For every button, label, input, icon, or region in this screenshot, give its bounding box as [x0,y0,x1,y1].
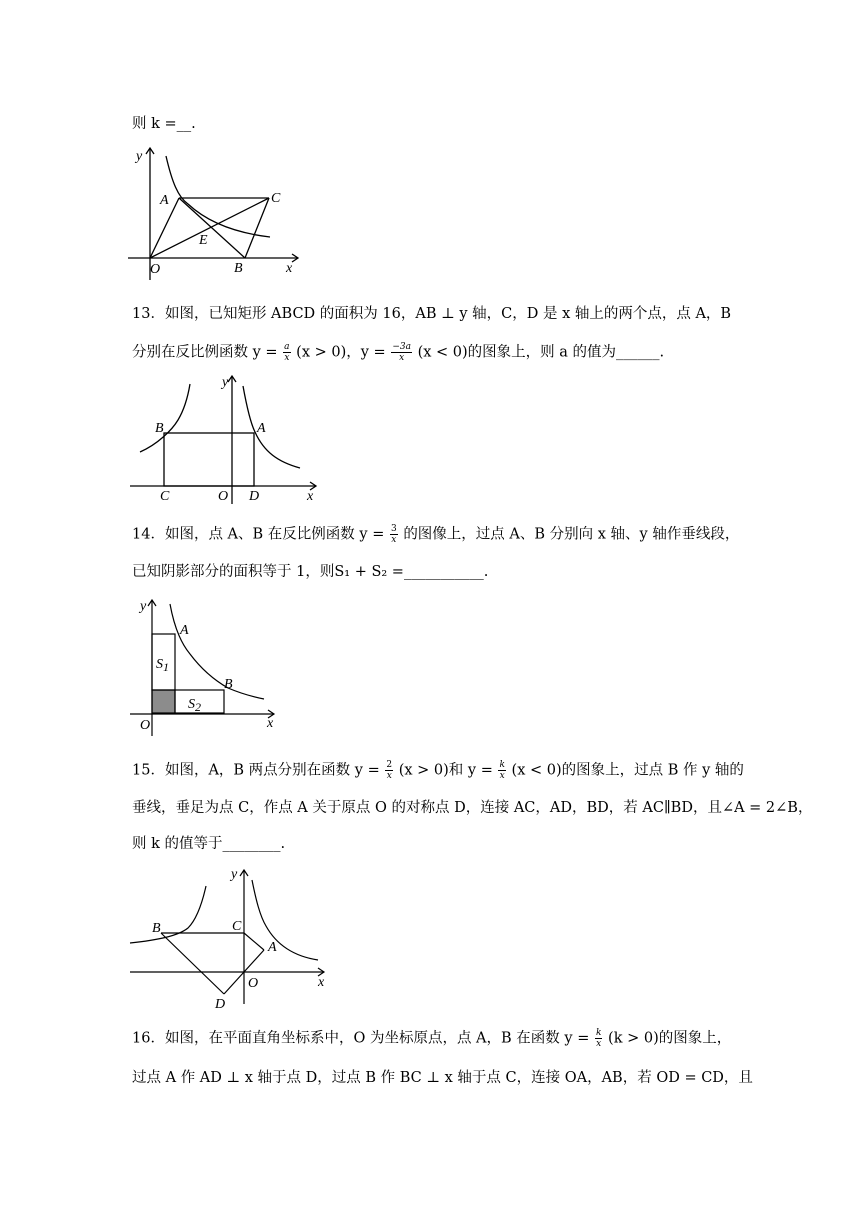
fig14-label-A: A [180,623,189,638]
fig15-label-A: A [268,940,277,955]
fig14-label-B: B [224,677,233,692]
fig15-label-y: y [231,867,238,882]
q15-fraction-1: $\frac{2}{x}$ [386,760,393,781]
fig12-label-E: E [199,233,208,248]
figure-q14 [128,596,288,738]
fig12-label-y: y [136,149,143,164]
q15-line-2: 垂线，垂足为点 C，作点 A 关于原点 O 的对称点 D，连接 AC，AD，BD，若 AC∥BD，且∠A = 2∠B， [132,800,813,816]
fig12-label-x: x [286,261,293,276]
fig13-label-y: y [222,375,229,390]
fig14-shaded-region [152,690,175,713]
fig15-label-D: D [215,997,226,1012]
fig13-label-A: A [257,421,266,436]
q12-answer-line: 则 k =__. [132,116,196,132]
q13-line-1: 13．如图，已知矩形 ABCD 的面积为 16，AB ⊥ y 轴，C，D 是 x 轴上的两个点，点 A，B [132,306,732,322]
fig13-label-x: x [307,489,314,504]
q13-line-2: 分别在反比例函数 y = $\frac{a}{x}$ (x > 0)，y = $\frac{-3a}{x}$ (x < 0)的图象上，则 a 的值为______. [132,342,665,363]
fig12-label-B: B [234,261,243,276]
fig14-label-S2: S2 [188,697,201,714]
q13-fraction-1: $\frac{a}{x}$ [284,342,290,363]
fig13-label-O: O [218,489,229,504]
q14-line-1: 14．如图，点 A、B 在反比例函数 y = $\frac{3}{x}$ 的图像上，过点 A、B 分别向 x 轴、y 轴作垂线段， [132,524,740,545]
q16-line-1: 16．如图，在平面直角坐标系中，O 为坐标原点，点 A，B 在函数 y = $\frac{k}{x}$ (k > 0)的图象上， [132,1028,732,1049]
fig12-label-C: C [271,191,281,206]
fig13-label-C: C [160,489,170,504]
q15-line-1: 15．如图，A，B 两点分别在函数 y = $\frac{2}{x}$ (x > 0)和 y = $\frac{k}{x}$ (x < 0)的图象上，过点 B 作 y 轴的 [132,760,744,781]
q15-line-3: 则 k 的值等于________. [132,836,286,852]
fig14-label-x: x [267,716,274,731]
fig14-label-S1: S1 [156,657,169,674]
q15-fraction-2: $\frac{k}{x}$ [499,760,505,781]
fig15-label-x: x [318,975,325,990]
figure-q12 [128,142,308,282]
figure-q15 [128,864,338,1012]
fig12-label-A: A [160,193,169,208]
q14-fraction: $\frac{3}{x}$ [390,524,397,545]
fig15-label-O: O [248,976,259,991]
q13-fraction-2: $\frac{-3a}{x}$ [392,342,411,363]
q16-fraction: $\frac{k}{x}$ [595,1028,602,1049]
fig15-label-C: C [232,919,242,934]
fig13-label-B: B [155,421,164,436]
fig14-label-y: y [140,599,147,614]
figure-q13 [128,372,328,506]
fig12-label-O: O [150,262,161,277]
q16-line-2: 过点 A 作 AD ⊥ x 轴于点 D，过点 B 作 BC ⊥ x 轴于点 C，连接 OA，AB，若 OD = CD，且 [132,1070,753,1086]
fig13-label-D: D [249,489,260,504]
q14-line-2: 已知阴影部分的面积等于 1，则S₁ + S₂ =___________. [132,564,489,580]
fig15-label-B: B [152,921,161,936]
fig14-label-O: O [140,718,151,733]
